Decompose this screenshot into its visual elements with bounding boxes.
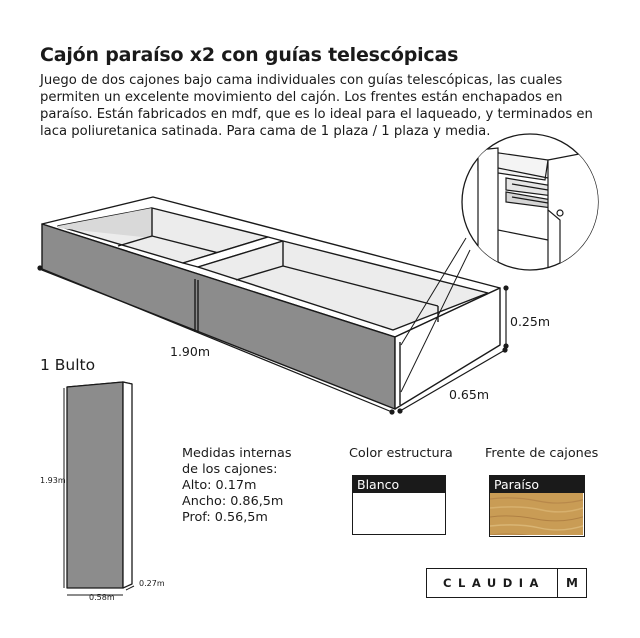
package-depth-label: 0.27m bbox=[139, 579, 165, 588]
drawer-assembly-drawing bbox=[42, 197, 500, 409]
internal-measures bbox=[182, 446, 292, 526]
internal-width: Ancho: 0.86,5m bbox=[182, 494, 284, 509]
internal-measures-heading-2: de los cajones: bbox=[182, 462, 278, 477]
package-height-label: 1.93m bbox=[40, 476, 66, 485]
internal-depth: Prof: 0.56,5m bbox=[182, 510, 268, 525]
wood-texture-fill bbox=[490, 493, 584, 536]
depth-dimension-label: 0.65m bbox=[449, 387, 490, 402]
brand-logo bbox=[426, 568, 587, 598]
brand-mark: M bbox=[557, 569, 586, 597]
front-color-swatch bbox=[489, 475, 585, 537]
product-title: Cajón paraíso x2 con guías telescópicas bbox=[40, 44, 459, 66]
structure-color-label: Blanco bbox=[353, 476, 445, 493]
length-dimension-label: 1.90m bbox=[170, 344, 211, 359]
brand-name: CLAUDIA bbox=[443, 576, 545, 590]
package-width-label: 0.58m bbox=[89, 593, 115, 602]
product-description: Juego de dos cajones bajo cama individuales con guías telescópicas, las cuales permiten un excelente movimiento del cajón. Los frentes están enchapados en paraíso. Están fabricados en mdf, que es lo ideal para el laqueado, y terminados en laca poliuretanica satinada. Para cama de 1 plaza / 1 plaza y media. bbox=[40, 73, 593, 139]
internal-measures-heading-1: Medidas internas bbox=[182, 446, 292, 461]
package-box-drawing bbox=[67, 382, 132, 588]
front-color-label: Paraíso bbox=[490, 476, 584, 493]
structure-color-title: Color estructura bbox=[349, 446, 453, 461]
front-color-title: Frente de cajones bbox=[485, 446, 599, 461]
structure-color-fill bbox=[353, 493, 445, 534]
height-dimension-label: 0.25m bbox=[510, 314, 551, 329]
package-title: 1 Bulto bbox=[40, 356, 96, 374]
telescopic-rail-detail bbox=[462, 134, 600, 275]
internal-height: Alto: 0.17m bbox=[182, 478, 257, 493]
structure-color-swatch bbox=[352, 475, 446, 535]
